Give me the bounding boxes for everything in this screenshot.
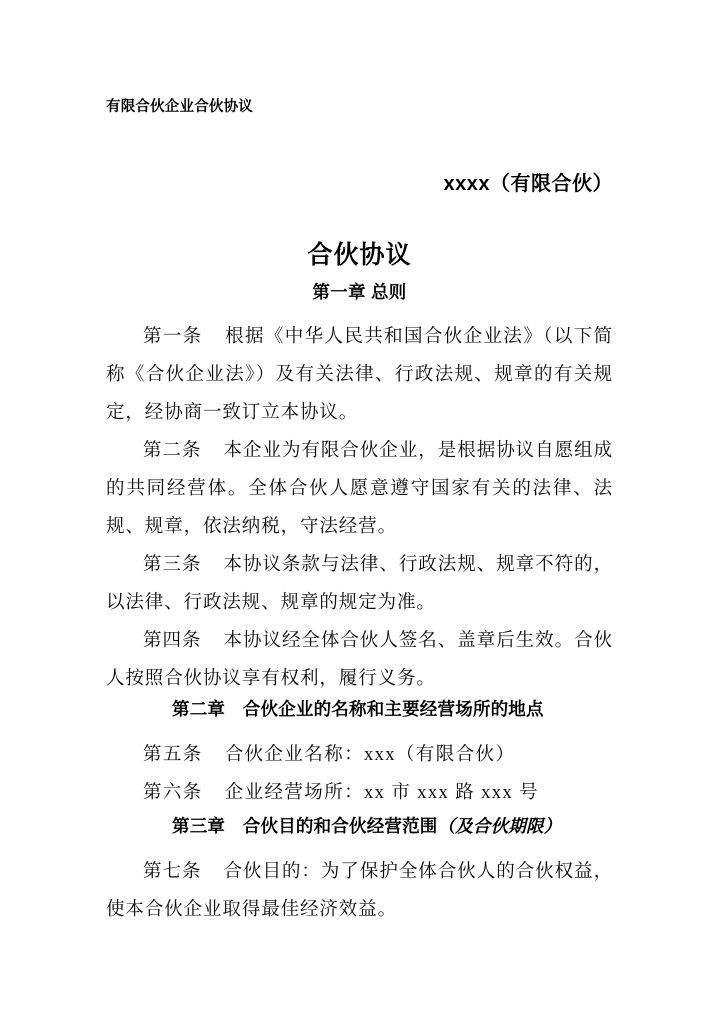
page-title: 合伙协议 — [307, 241, 412, 269]
article-paragraph-1 — [106, 318, 613, 432]
article-text-4: 本协议经全体合伙人签名、盖章后生效。合伙人按照合伙协议享有权利，履行义务。 — [106, 631, 613, 689]
chapter-heading-3 — [106, 816, 613, 837]
chapter-heading-3-italic: （及合伙期限） — [437, 816, 562, 836]
article-label-6: 第六条 — [143, 783, 203, 803]
article-paragraph-6 — [106, 774, 613, 812]
article-paragraph-5 — [106, 736, 613, 774]
chapter-heading-3-plain: 第三章 合伙目的和合伙经营范围 — [172, 816, 438, 836]
article-paragraph-7 — [106, 853, 613, 929]
company-name-line: xxxx（有限合伙） — [443, 173, 613, 195]
article-label-3: 第三条 — [143, 555, 202, 575]
article-paragraph-3 — [106, 546, 613, 622]
chapter-heading-1: 第一章 总则 — [312, 282, 407, 302]
article-text-6: 企业经营场所：xx 市 xxx 路 xxx 号 — [224, 783, 540, 803]
article-label-5: 第五条 — [143, 745, 203, 765]
article-label-7: 第七条 — [143, 862, 202, 882]
article-text-1: 根据《中华人民共和国合伙企业法》（以下简称《合伙企业法》）及有关法律、行政法规、规章的有关规定，经协商一致订立本协议。 — [106, 327, 613, 423]
document-header-title: 有限合伙企业合伙协议 — [106, 99, 253, 115]
article-paragraph-4 — [106, 622, 613, 698]
article-text-2: 本企业为有限合伙企业，是根据协议自愿组成的共同经营体。全体合伙人愿意遵守国家有关的法律、法规、规章，依法纳税，守法经营。 — [106, 441, 613, 537]
chapter-heading-2: 第二章 合伙企业的名称和主要经营场所的地点 — [172, 699, 544, 719]
article-text-5: 合伙企业名称：xxx（有限合伙） — [224, 745, 516, 765]
article-label-4: 第四条 — [143, 631, 202, 651]
article-text-7: 合伙目的：为了保护全体合伙人的合伙权益，使本合伙企业取得最佳经济效益。 — [106, 862, 613, 920]
article-text-3: 本协议条款与法律、行政法规、规章不符的，以法律、行政法规、规章的规定为准。 — [106, 555, 613, 613]
article-label-1: 第一条 — [143, 327, 203, 347]
article-label-2: 第二条 — [143, 441, 202, 461]
article-paragraph-2 — [106, 432, 613, 546]
